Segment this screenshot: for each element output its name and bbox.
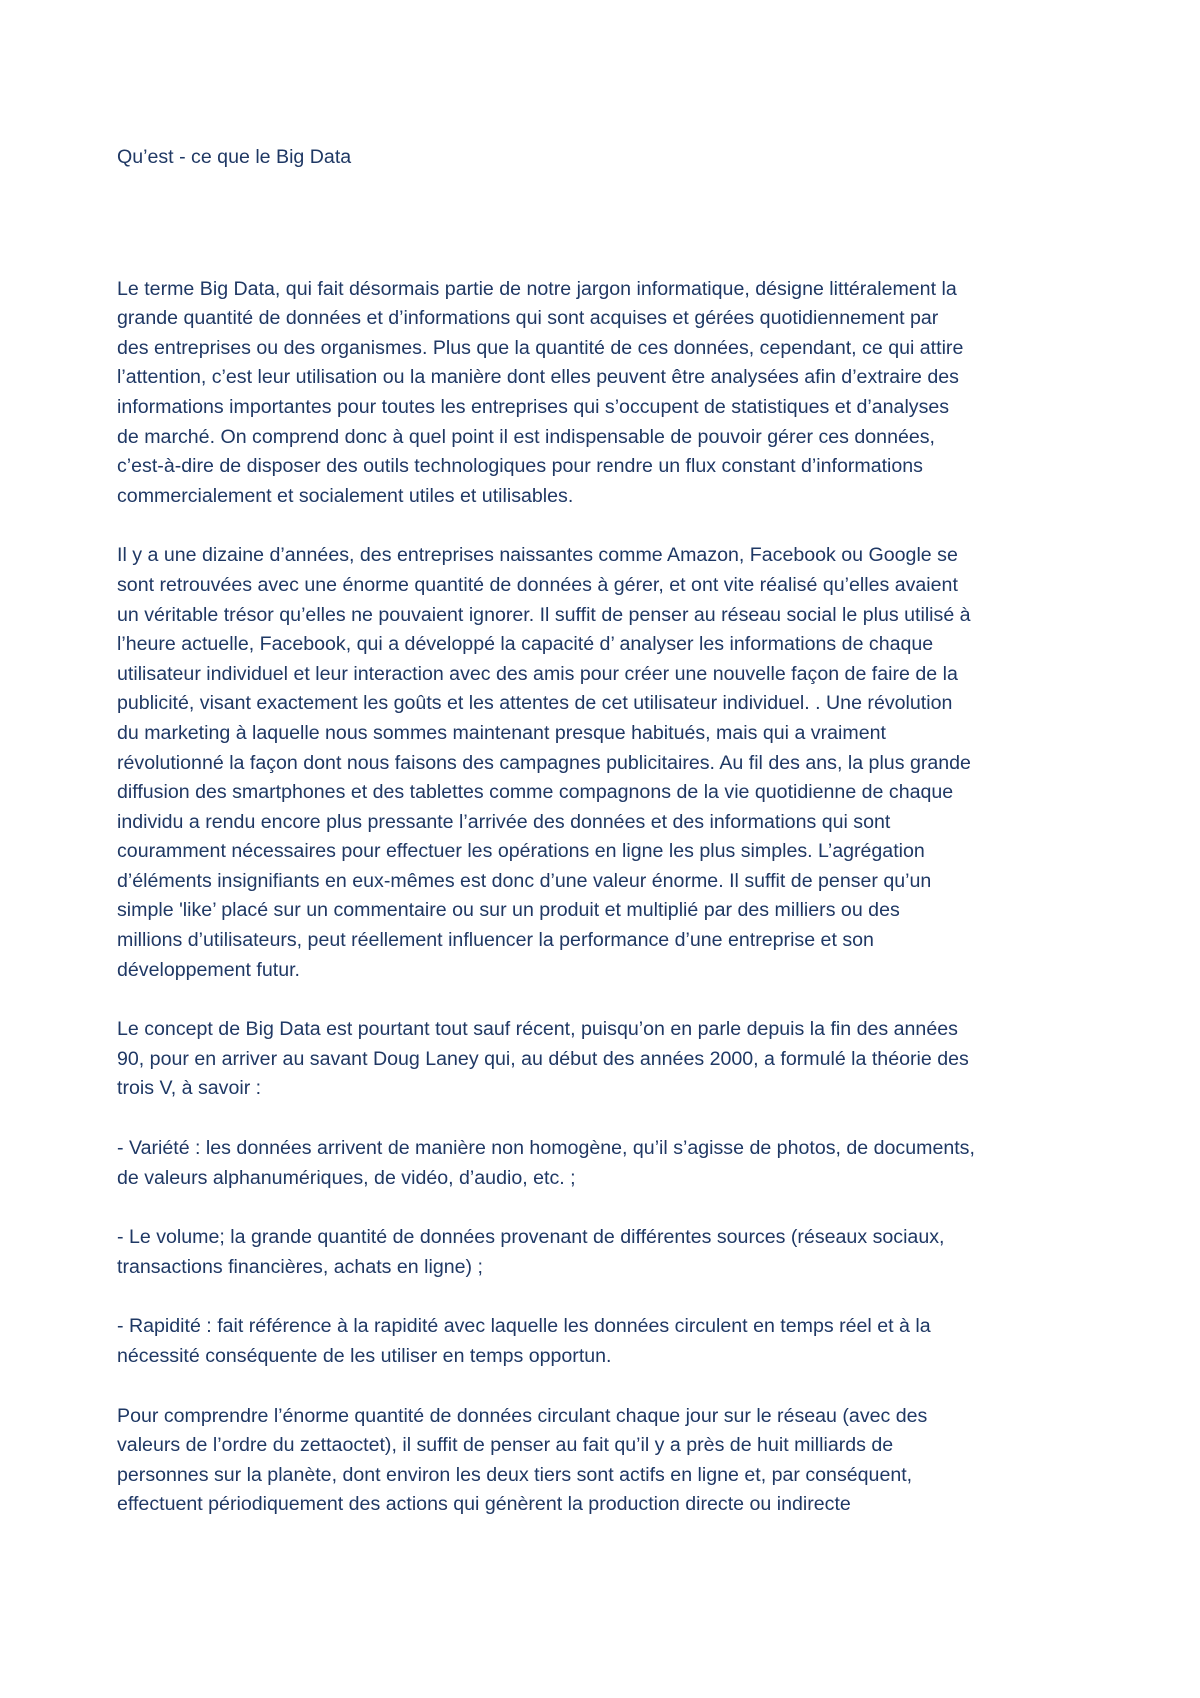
- paragraph-line: c’est-à-dire de disposer des outils technologiques pour rendre un flux constant d’informations: [117, 455, 923, 478]
- paragraph-line: de valeurs alphanumériques, de vidéo, d’audio, etc. ;: [117, 1166, 576, 1189]
- paragraph: [117, 1312, 1097, 1371]
- paragraph-line: diffusion des smartphones et des tablettes comme compagnons de la vie quotidienne de chaque: [117, 781, 954, 804]
- paragraph-line: - Variété : les données arrivent de manière non homogène, qu’il s’agisse de photos, de documents,: [117, 1137, 975, 1160]
- paragraph-line: sont retrouvées avec une énorme quantité de données à gérer, et ont vite réalisé qu’elles avaient: [117, 573, 958, 596]
- paragraph: [117, 541, 1097, 985]
- paragraph-line: personnes sur la planète, dont environ les deux tiers sont actifs en ligne et, par conséquent,: [117, 1463, 913, 1486]
- paragraph-line: couramment nécessaires pour effectuer les opérations en ligne les plus simples. L’agrégation: [117, 840, 925, 863]
- paragraph-line: trois V, à savoir :: [117, 1077, 262, 1100]
- paragraph-line: commercialement et socialement utiles et utilisables.: [117, 484, 574, 507]
- paragraph-line: de marché. On comprend donc à quel point il est indispensable de pouvoir gérer ces données,: [117, 425, 936, 448]
- paragraph-line: un véritable trésor qu’elles ne pouvaient ignorer. Il suffit de penser au réseau social le plus utilisé à: [117, 603, 971, 626]
- paragraph-line: nécessité conséquente de les utiliser en temps opportun.: [117, 1345, 612, 1367]
- paragraph-line: des entreprises ou des organismes. Plus que la quantité de ces données, cependant, ce qui attire: [117, 336, 964, 359]
- paragraph: [117, 1402, 1097, 1520]
- paragraph-list: [117, 275, 1097, 1520]
- paragraph: [117, 275, 1097, 512]
- paragraph-line: effectuent périodiquement des actions qui génèrent la production directe ou indirecte: [117, 1493, 851, 1516]
- paragraph-line: révolutionné la façon dont nous faisons des campagnes publicitaires. Au fil des ans, la plus grande: [117, 751, 971, 774]
- paragraph-line: Pour comprendre l’énorme quantité de données circulant chaque jour sur le réseau (avec des: [117, 1404, 928, 1427]
- paragraph-line: l’attention, c’est leur utilisation ou la manière dont elles peuvent être analysées afin d’extraire des: [117, 366, 959, 389]
- paragraph-line: - Rapidité : fait référence à la rapidité avec laquelle les données circulent en temps réel et à la: [117, 1315, 931, 1338]
- paragraph-line: l’heure actuelle, Facebook, qui a développé la capacité d’ analyser les informations de chaque: [117, 633, 934, 656]
- paragraph-line: du marketing à laquelle nous sommes maintenant presque habitués, mais qui a vraiment: [117, 721, 886, 744]
- paragraph-line: d’éléments insignifiants en eux-mêmes est donc d’une valeur énorme. Il suffit de penser qu’un: [117, 869, 932, 892]
- paragraph-line: 90, pour en arriver au savant Doug Laney qui, au début des années 2000, a formulé la théorie des: [117, 1047, 969, 1070]
- paragraph-line: simple 'like’ placé sur un commentaire ou sur un produit et multiplié par des milliers ou des: [117, 899, 900, 922]
- paragraph-line: - Le volume; la grande quantité de données provenant de différentes sources (réseaux sociaux,: [117, 1226, 945, 1249]
- paragraph-line: valeurs de l’ordre du zettaoctet), il suffit de penser au fait qu’il y a près de huit milliards de: [117, 1434, 894, 1457]
- paragraph-line: publicité, visant exactement les goûts et les attentes de cet utilisateur individuel. . Une révolution: [117, 692, 953, 715]
- paragraph-line: informations importantes pour toutes les entreprises qui s’occupent de statistiques et d’analyses: [117, 395, 950, 418]
- paragraph-line: développement futur.: [117, 958, 301, 981]
- paragraph: [117, 1223, 1097, 1282]
- paragraph-line: Il y a une dizaine d’années, des entreprises naissantes comme Amazon, Facebook ou Google se: [117, 544, 958, 567]
- document-title: Qu’est - ce que le Big Data: [117, 146, 352, 168]
- document-body: [117, 143, 1097, 1550]
- paragraph-line: Le concept de Big Data est pourtant tout sauf récent, puisqu’on en parle depuis la fin des années: [117, 1018, 958, 1041]
- paragraph-line: transactions financières, achats en ligne) ;: [117, 1255, 483, 1278]
- paragraph: [117, 1134, 1097, 1193]
- paragraph-line: individu a rendu encore plus pressante l’arrivée des données et des informations qui sont: [117, 810, 891, 833]
- paragraph-line: grande quantité de données et d’informations qui sont acquises et gérées quotidiennement par: [117, 307, 939, 330]
- paragraph-line: millions d’utilisateurs, peut réellement influencer la performance d’une entreprise et son: [117, 929, 874, 952]
- paragraph-line: utilisateur individuel et leur interaction avec des amis pour créer une nouvelle façon de faire de la: [117, 662, 958, 685]
- paragraph-line: Le terme Big Data, qui fait désormais partie de notre jargon informatique, désigne littéralement la: [117, 277, 957, 300]
- paragraph: [117, 1015, 1097, 1104]
